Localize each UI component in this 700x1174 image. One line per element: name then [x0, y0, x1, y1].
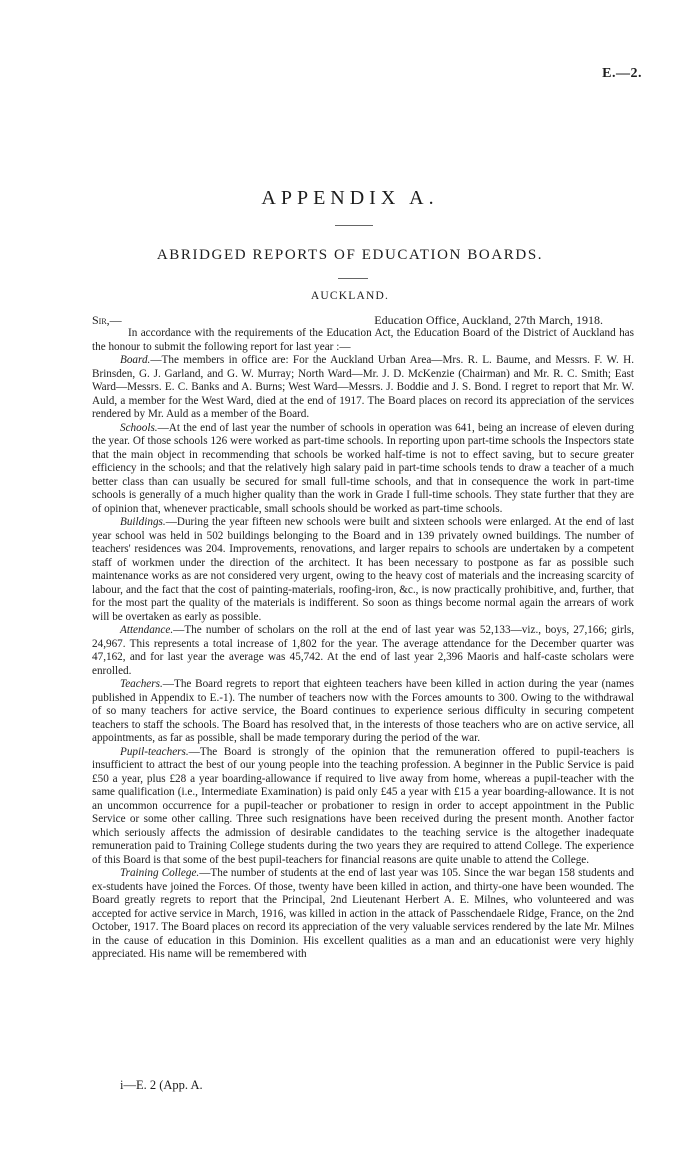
section-divider — [338, 278, 368, 279]
paragraph-text: —During the year fifteen new schools were built and sixteen schools were enlarged. At the end of last year school was held in 502 buildings belonging to the Board and in 139 privately owned buildings. The number of teachers' residences was 204. Improvements, renovations, and larger repairs to schools are undertaken by a competent staff of workmen under the direction of the architect. It has been necessary to postpone as far as possible such maintenance works as are not considered very urgent, owing to the heavy cost of materials and the increasing scarcity of labour, and the fact that the cost of painting-materials, roofing-iron, &c., is now practically prohibitive, and, further, that for the most part the quality of the materials is indifferent. So soon as things become normal again the arrears of work will be overtaken as early as possible. — [92, 516, 634, 623]
paragraph-board — [92, 354, 634, 422]
paragraph-lead: Schools. — [120, 421, 158, 434]
paragraph-attendance — [92, 624, 634, 678]
paragraph-text: —The Board is strongly of the opinion that the remuneration offered to pupil-teachers is insufficient to attract the best of our young people into the teaching profession. A beginner in the Public Service is paid £50 a year, plus £28 a year boarding-allowance if required to live away from home, whereas a pupil-teacher with the same qualification (i.e., Intermediate Examination) is paid only £45 a year with £15 a year boarding-allowance. It is not an uncommon occurrence for a pupil-teacher or probationer to resign in order to accept appointment in the Public Service or some other calling. Three such resignations have been received during the present month. Another factor which seriously affects the admission of desirable candidates to the teaching service is the altogether inadequate remuneration paid to Training College students during the two years they are required to attend College. The experience of this Board is that some of the best pupil-teachers for financial reasons are quite unable to attend the College. — [92, 745, 634, 866]
title-divider — [335, 225, 373, 226]
board-title: AUCKLAND. — [310, 290, 390, 302]
section-title: ABRIDGED REPORTS OF EDUCATION BOARDS. — [156, 247, 544, 263]
paragraph-lead: Training College. — [120, 867, 200, 879]
report-body — [92, 327, 634, 962]
paragraph-intro — [92, 327, 634, 354]
paragraph-text: —The Board regrets to report that eighteen teachers have been killed in action during the year (names published in Appendix to E.-1). The number of teachers now with the Forces amounts to 300. Owing to the withdrawal of so many teachers for active service, the Board continues to experience serious difficulty in securing competent teachers to staff the schools. The Board has resolved that, in the interests of those teachers who are on active service, all appointments, as far as possible, shall be made temporary during the period of the war. — [92, 678, 634, 744]
page-signature: i—E. 2 (App. A. — [120, 1078, 203, 1092]
paragraph-text: In accordance with the requirements of the Education Act, the Education Board of the District of Auckland has the honour to submit the following report for last year :— — [92, 327, 634, 353]
paragraph-buildings — [92, 516, 634, 624]
page-reference: E.—2. — [602, 66, 642, 81]
paragraph-lead: Buildings. — [120, 516, 166, 528]
paragraph-schools — [92, 422, 634, 517]
paragraph-training-college — [92, 867, 634, 962]
paragraph-lead: Pupil-teachers. — [120, 745, 189, 758]
paragraph-text: —The number of scholars on the roll at the end of last year was 52,133—viz., boys, 27,166; girls, 24,967. This represents a total increase of 1,802 for the year. The average attendance for the December quarter was 47,162, and for last year the average was 45,742. At the end of last year 2,396 Maoris and half-caste scholars were enrolled. — [92, 624, 634, 677]
paragraph-teachers — [92, 678, 634, 746]
paragraph-text: —The members in office are: For the Auckland Urban Area—Mrs. R. L. Baume, and Messrs. F. W. H. Brinsden, G. J. Garland, and G. W. Murray; North Ward—Mr. J. D. McKenzie (Chairman) and Mr. R. C. Smith; East Ward—Messrs. E. C. Banks and A. Burns; West Ward—Messrs. J. Boddie and J. S. Bond. I regret to report that Mr. W. Auld, a member for the West Ward, died at the end of 1917. The Board places on record its appreciation of the services rendered by Mr. Auld as a member of the Board. — [92, 354, 634, 420]
paragraph-lead: Teachers. — [120, 678, 163, 690]
paragraph-lead: Attendance. — [120, 624, 174, 636]
paragraph-text: —At the end of last year the number of schools in operation was 641, being an increase of eleven during the year. Of those schools 126 were worked as part-time schools. In reporting upon part-time schools the Inspectors state that the main object in recommending that schools be worked half-time is not to effect saving, but to secure greater efficiency in the schools; and that the relatively high salary paid in part-time schools tends to draw a teacher of a much better class than can usually be secured for small full-time schools, and that in consequence the work in part-time schools is generally of a much higher quality than the work in Grade I full-time schools. They state further that they are of opinion that, whenever practicable, small schools should be worked as part-time schools. — [92, 421, 634, 515]
salutation: Sir,— — [92, 313, 122, 327]
appendix-title: APPENDIX A. — [261, 187, 439, 209]
paragraph-pupil-teachers — [92, 746, 634, 868]
dateline: Education Office, Auckland, 27th March, 1918. — [374, 313, 603, 327]
paragraph-lead: Board. — [120, 354, 151, 366]
paragraph-text: —The number of students at the end of last year was 105. Since the war began 158 students and ex-students have joined the Forces. Of those, twenty have been killed in action, and thirty-one have been wounded. The Board greatly regrets to report that the Principal, 2nd Lieutenant Herbert A. E. Milnes, who volunteered and was accepted for active service in March, 1916, was killed in action in the attack of Passchendaele Ridge, France, on the 2nd October, 1917. The Board places on record its appreciation of the very valuable services rendered by the late Mr. Milnes in the cause of education in this Dominion. His excellent qualities as a man and an educationist were very highly appreciated. His name will be remembered with — [92, 867, 634, 960]
